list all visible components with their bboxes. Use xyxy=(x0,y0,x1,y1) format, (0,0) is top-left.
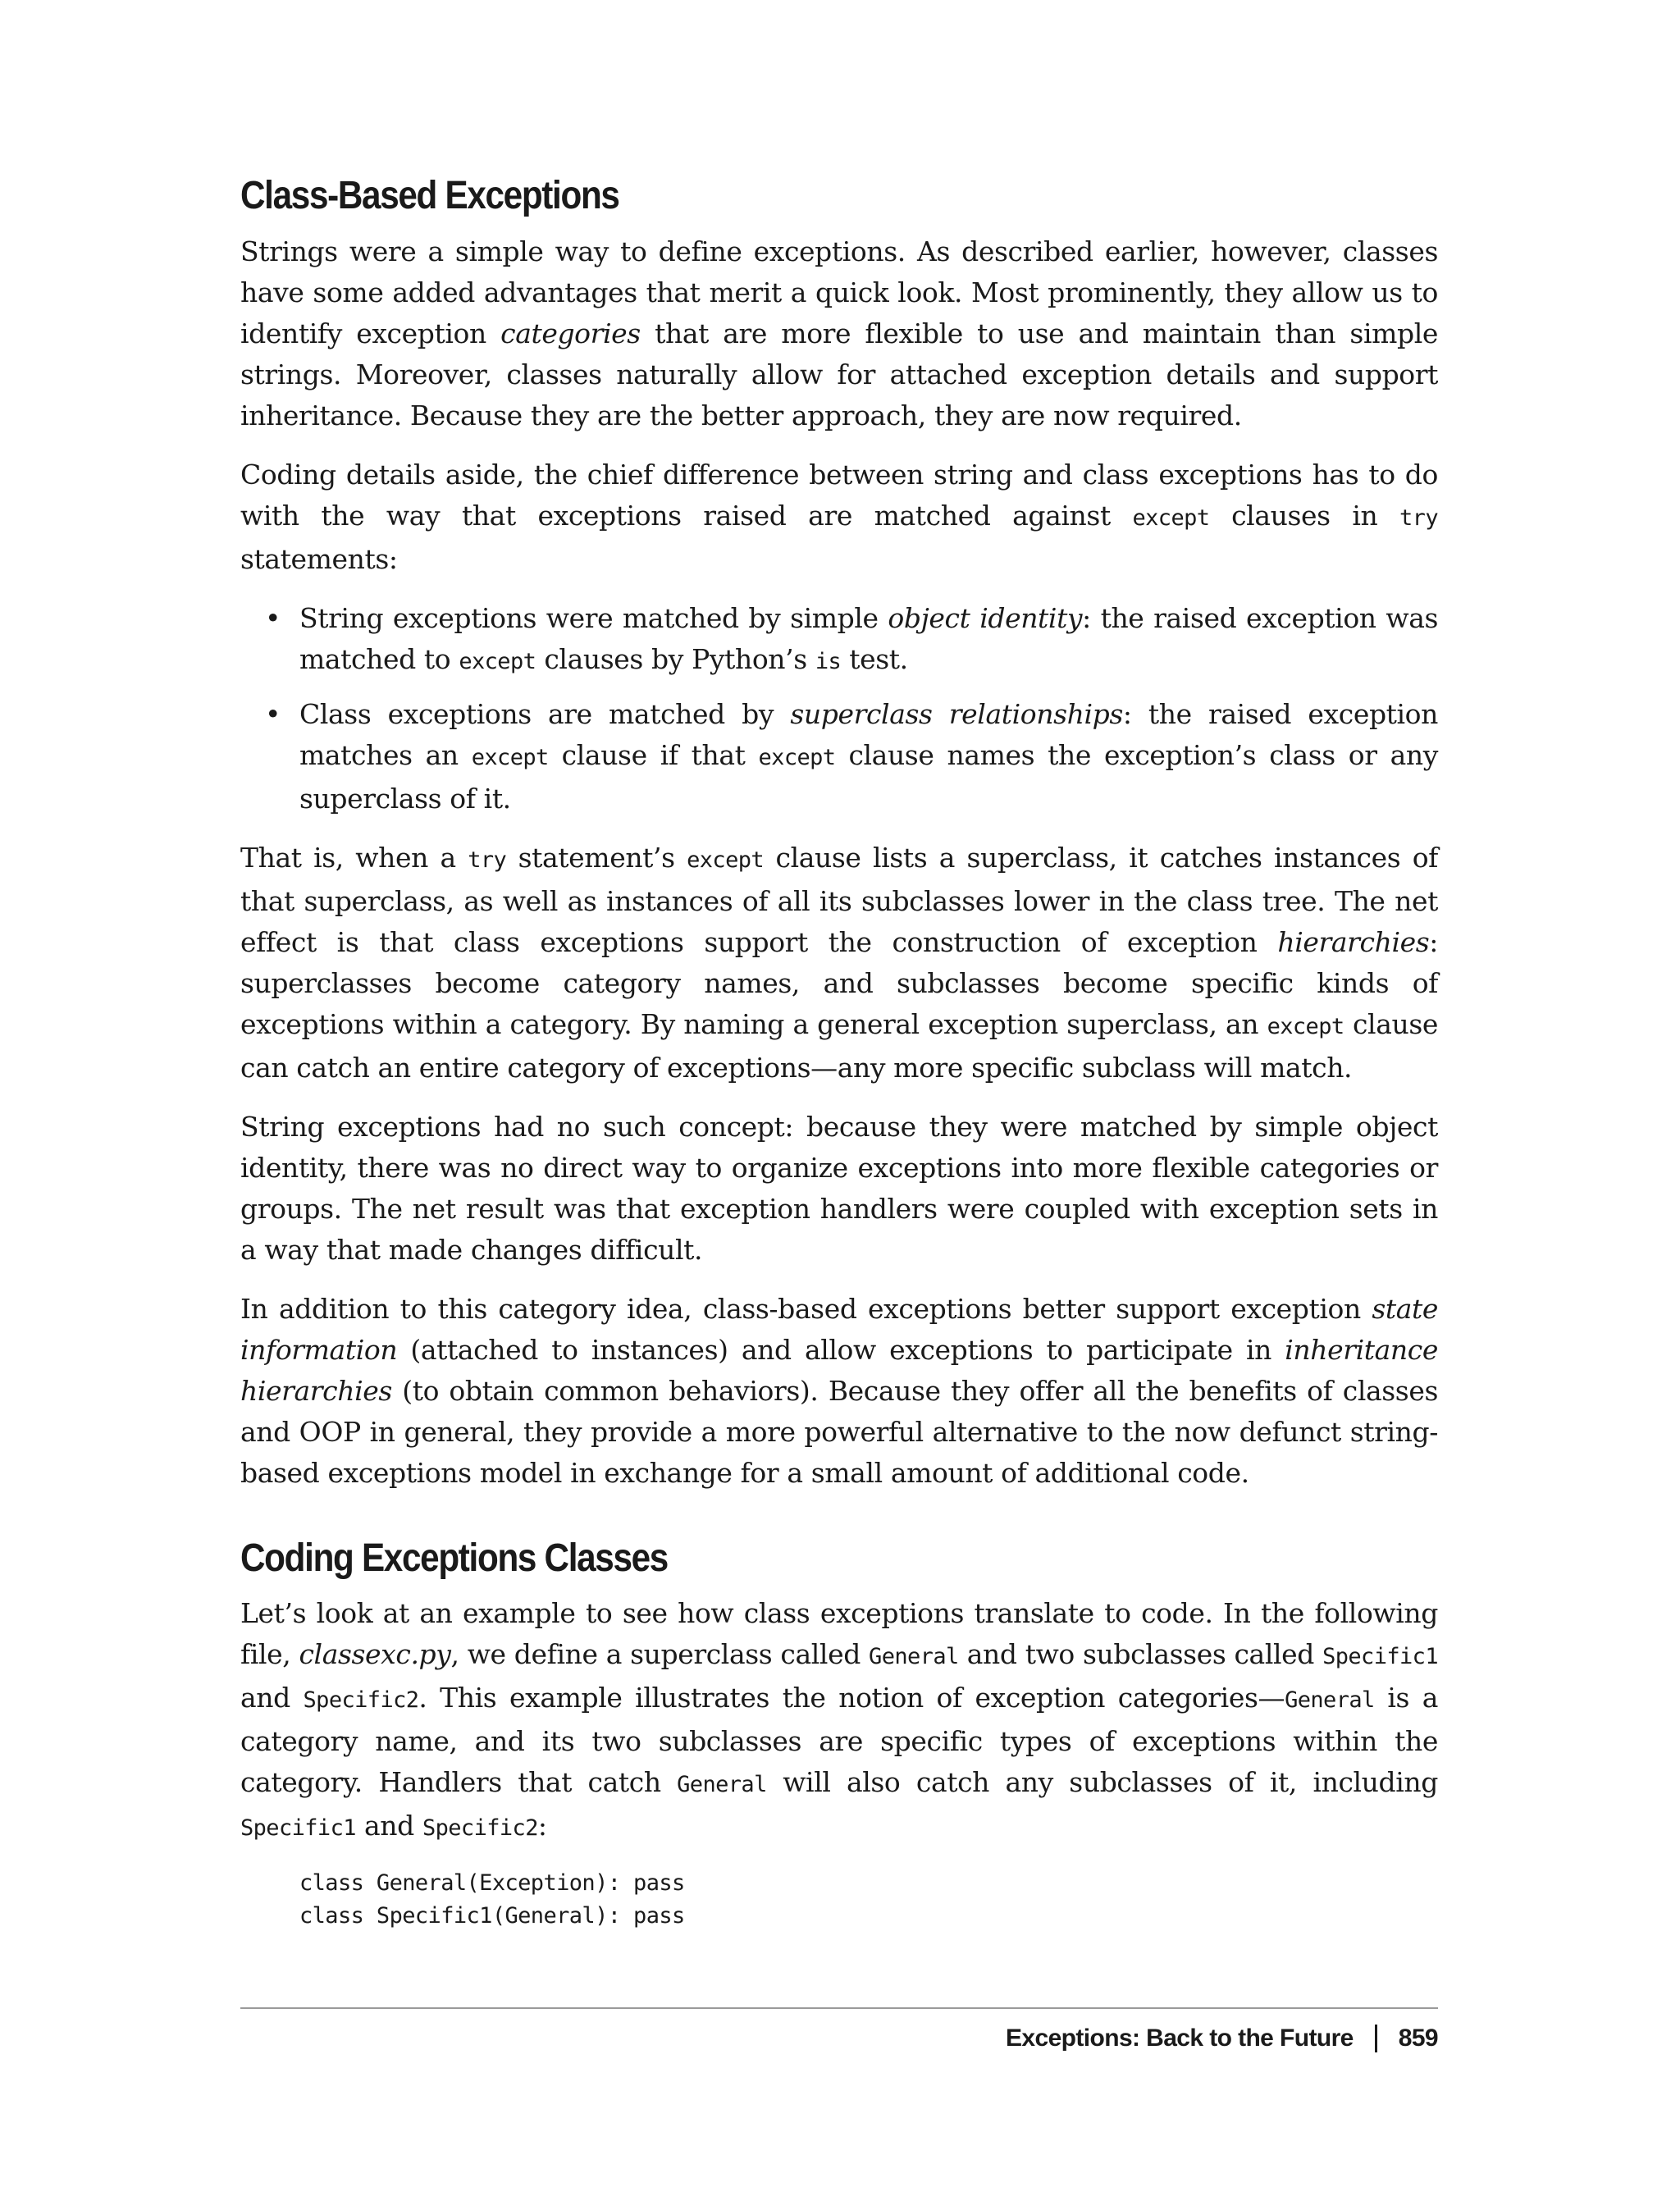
page-body xyxy=(240,172,1438,1933)
code-line: class General(Exception): pass xyxy=(299,1870,685,1897)
paragraph-difference xyxy=(240,454,1438,580)
text: clause names the exception’s class or any superclass of it. xyxy=(299,738,1438,815)
inline-code: except xyxy=(471,744,549,770)
text: Class exceptions are matched by xyxy=(299,697,791,730)
text: test. xyxy=(841,642,908,675)
chapter-title: Exceptions: Back to the Future xyxy=(1005,2025,1354,2052)
inline-code: General xyxy=(677,1772,767,1798)
paragraph-superclass-catch xyxy=(240,838,1438,1089)
emphasis: inheritance hierarchies xyxy=(240,1333,1438,1407)
text: clause if that xyxy=(548,738,759,771)
inline-code: Specific2 xyxy=(303,1687,419,1714)
emphasis-filename: classexc.py xyxy=(299,1638,451,1671)
paragraph-example-intro xyxy=(240,1593,1438,1849)
inline-code: Specific2 xyxy=(422,1815,538,1842)
inline-code: except xyxy=(459,648,536,674)
inline-code: except xyxy=(687,847,765,873)
text: Coding details aside, the chief difference between string and class exceptions has to do with the way that exceptions raised are matched against xyxy=(240,458,1438,532)
text: , we define a superclass called xyxy=(450,1638,870,1671)
list-item xyxy=(265,694,1439,819)
inline-code: General xyxy=(869,1644,959,1670)
section-heading-class-based-exceptions: Class-Based Exceptions xyxy=(240,174,619,217)
page-number: 859 xyxy=(1398,2025,1438,2052)
text: will also catch any subclasses of it, including xyxy=(766,1766,1438,1799)
inline-code: is xyxy=(815,648,842,674)
list-item xyxy=(265,598,1438,682)
section-heading-coding-exceptions-classes: Coding Exceptions Classes xyxy=(240,1536,668,1580)
bullet-list xyxy=(240,598,1438,819)
inline-code: Specific1 xyxy=(240,1815,356,1842)
paragraph-state-information xyxy=(240,1289,1438,1494)
paragraph-intro xyxy=(240,231,1438,436)
inline-code: except xyxy=(758,744,836,770)
text: : xyxy=(537,1810,547,1842)
inline-code: except xyxy=(1132,504,1210,531)
text: : the raised exception was matched to xyxy=(299,601,1438,675)
text: In addition to this category idea, class-based exceptions better support exception xyxy=(240,1292,1372,1325)
emphasis: state information xyxy=(240,1292,1438,1366)
bullet-icon: • xyxy=(265,601,281,634)
bullet-icon: • xyxy=(265,697,281,730)
text: Strings were a simple way to define exceptions. As described earlier, however, classes have some added advantages that merit a quick look. Most prominently, they allow us to identify exception xyxy=(240,235,1438,349)
emphasis: categories xyxy=(500,317,641,349)
inline-code: Specific1 xyxy=(1322,1644,1438,1670)
page-footer xyxy=(1006,2025,1438,2052)
code-block xyxy=(299,1867,1438,1933)
paragraph-string-exceptions: String exceptions had no such concept: because they were matched by simple object identity, there was no direct way to organize exceptions into more flexible categories or groups. The net result was that exception handlers were coupled with exception sets in a way that made changes difficult. xyxy=(240,1110,1438,1266)
emphasis: hierarchies xyxy=(1277,925,1430,958)
emphasis: superclass relationships xyxy=(790,697,1123,730)
text: clause can catch an entire category of exceptions—any more specific subclass will match. xyxy=(240,1007,1438,1084)
text: Let’s look at an example to see how class exceptions translate to code. In the following file, xyxy=(240,1597,1438,1671)
text: that are more flexible to use and maintain than simple strings. Moreover, classes naturally allow for attached exception details and support inheritance. Because they are the better approach, they are now required. xyxy=(240,317,1439,431)
text: : superclasses become category names, and subclasses become specific kinds of exceptions within a category. By naming a general exception superclass, an xyxy=(240,925,1438,1040)
text: and xyxy=(240,1682,304,1714)
text: (attached to instances) and allow exceptions to participate in xyxy=(397,1333,1285,1366)
text: . This example illustrates the notion of exception categories— xyxy=(418,1682,1285,1714)
text: statement’s xyxy=(506,841,687,874)
inline-code: General xyxy=(1285,1687,1375,1714)
text: (to obtain common behaviors). Because they offer all the benefits of classes and OOP in general, they provide a more powerful alternative to the now defunct string-based exceptions model in exchange for a small amount of additional code. xyxy=(240,1374,1438,1489)
footer-separator xyxy=(1375,2025,1377,2052)
text: and two subclasses called xyxy=(958,1638,1323,1671)
text: : the raised exception matches an xyxy=(299,697,1439,771)
text: statements: xyxy=(240,542,398,575)
inline-code: try xyxy=(1399,504,1438,531)
inline-code: try xyxy=(468,847,507,873)
text: clauses in xyxy=(1209,499,1400,532)
code-line: class Specific1(General): pass xyxy=(299,1903,685,1929)
text: is a category name, and its two subclasses are specific types of exceptions within the category. Handlers that catch xyxy=(240,1682,1438,1799)
inline-code: except xyxy=(1267,1013,1344,1039)
text: and xyxy=(355,1810,422,1842)
text: That is, when a xyxy=(240,841,468,874)
text: clause lists a superclass, it catches instances of that superclass, as well as instances of all its subclasses lower in the class tree. The net effect is that class exceptions support the construction of exception xyxy=(240,841,1438,958)
text: clauses by Python’s xyxy=(536,642,815,675)
text: String exceptions were matched by simple xyxy=(299,601,888,634)
footer-divider xyxy=(240,2007,1438,2009)
emphasis: object identity xyxy=(888,601,1083,634)
